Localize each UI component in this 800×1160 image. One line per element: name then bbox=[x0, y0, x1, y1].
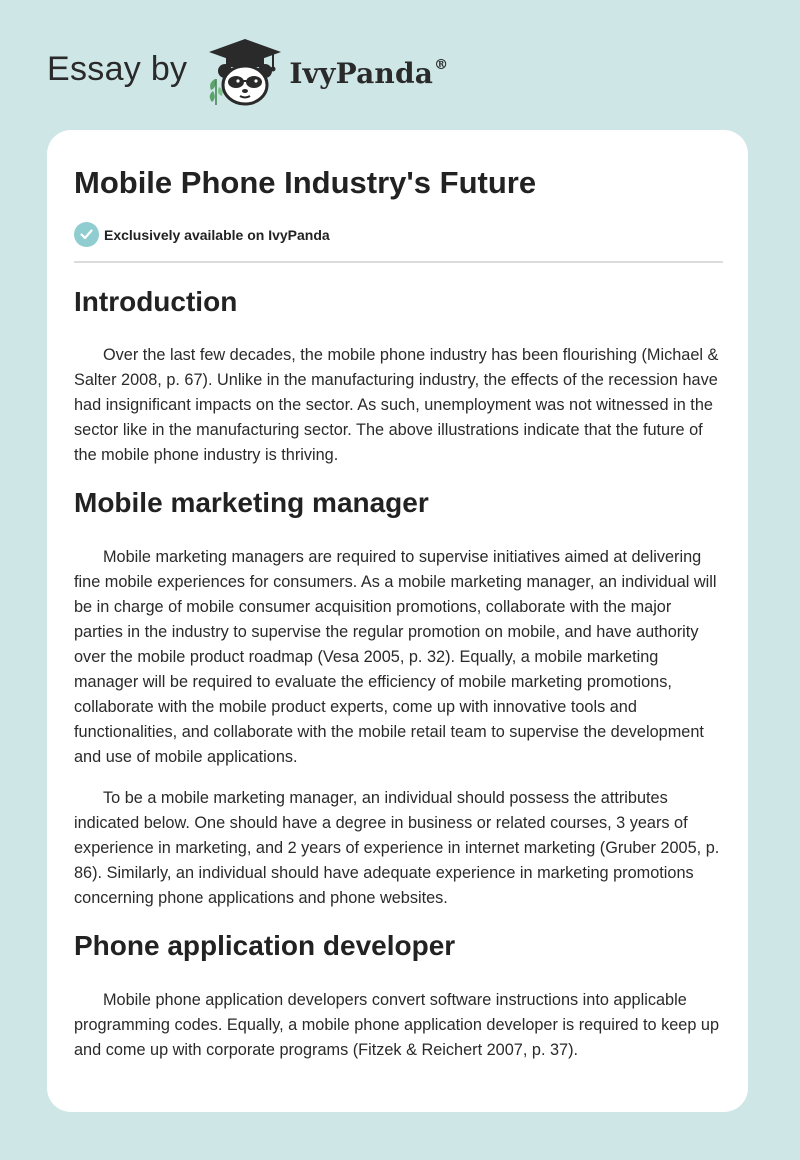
registered-mark: ® bbox=[434, 56, 449, 73]
exclusive-label: Exclusively available on IvyPanda bbox=[104, 226, 330, 243]
paragraph-app-developer-1: Mobile phone application developers convert software instructions into applicable programming codes. Equally, a mobile phone application developer is required to keep up and come up with corporate programs (Fitzek & Reichert 2007, p. 37). bbox=[74, 991, 720, 1059]
checkmark-icon bbox=[74, 222, 99, 247]
title-divider bbox=[74, 261, 723, 263]
ivypanda-logo[interactable] bbox=[205, 35, 448, 109]
paragraph-mobile-marketing-2: To be a mobile marketing manager, an individual should possess the attributes indicated below. One should have a degree in business or related courses, 3 years of experience in marketing, and 2 years of experience in internet marketing (Gruber 2005, p. 86). Similarly, an individual should have adequate experience in marketing promotions concerning phone applications and phone websites. bbox=[74, 789, 720, 907]
exclusive-badge bbox=[74, 222, 330, 247]
section-heading-introduction: Introduction bbox=[74, 286, 238, 317]
brand-name bbox=[289, 57, 448, 90]
site-header bbox=[47, 34, 448, 110]
section-heading-phone-application-developer: Phone application developer bbox=[74, 930, 456, 961]
panda-graduate-logo-icon bbox=[205, 35, 285, 109]
paragraph-mobile-marketing-1: Mobile marketing managers are required to supervise initiatives aimed at delivering fine mobile experiences for consumers. As a mobile marketing manager, an individual will be in charge of mobile consumer acquisition promotions, collaborate with the major parties in the industry to supervise the regular promotion on mobile, and have authority over the mobile product roadmap (Vesa 2005, p. 32). Equally, a mobile marketing manager will be required to evaluate the efficiency of mobile marketing promotions, collaborate with the mobile product experts, come up with innovative tools and functionalities, and collaborate with the mobile retail team to supervise the development and use of mobile applications. bbox=[74, 548, 717, 766]
article-title: Mobile Phone Industry's Future bbox=[74, 165, 537, 200]
essay-by-label: Essay by bbox=[47, 49, 188, 88]
paragraph-introduction-1: Over the last few decades, the mobile phone industry has been flourishing (Michael & Salter 2008, p. 67). Unlike in the manufacturing industry, the effects of the recession have had insignificant impacts on the sector. As such, unemployment was not witnessed in the sector like in the manufacturing sector. The above illustrations indicate that the future of the mobile phone industry is thriving. bbox=[74, 346, 719, 464]
brand-text: IvyPanda bbox=[289, 56, 434, 90]
section-heading-mobile-marketing-manager: Mobile marketing manager bbox=[74, 487, 429, 518]
article-card bbox=[47, 130, 748, 1112]
